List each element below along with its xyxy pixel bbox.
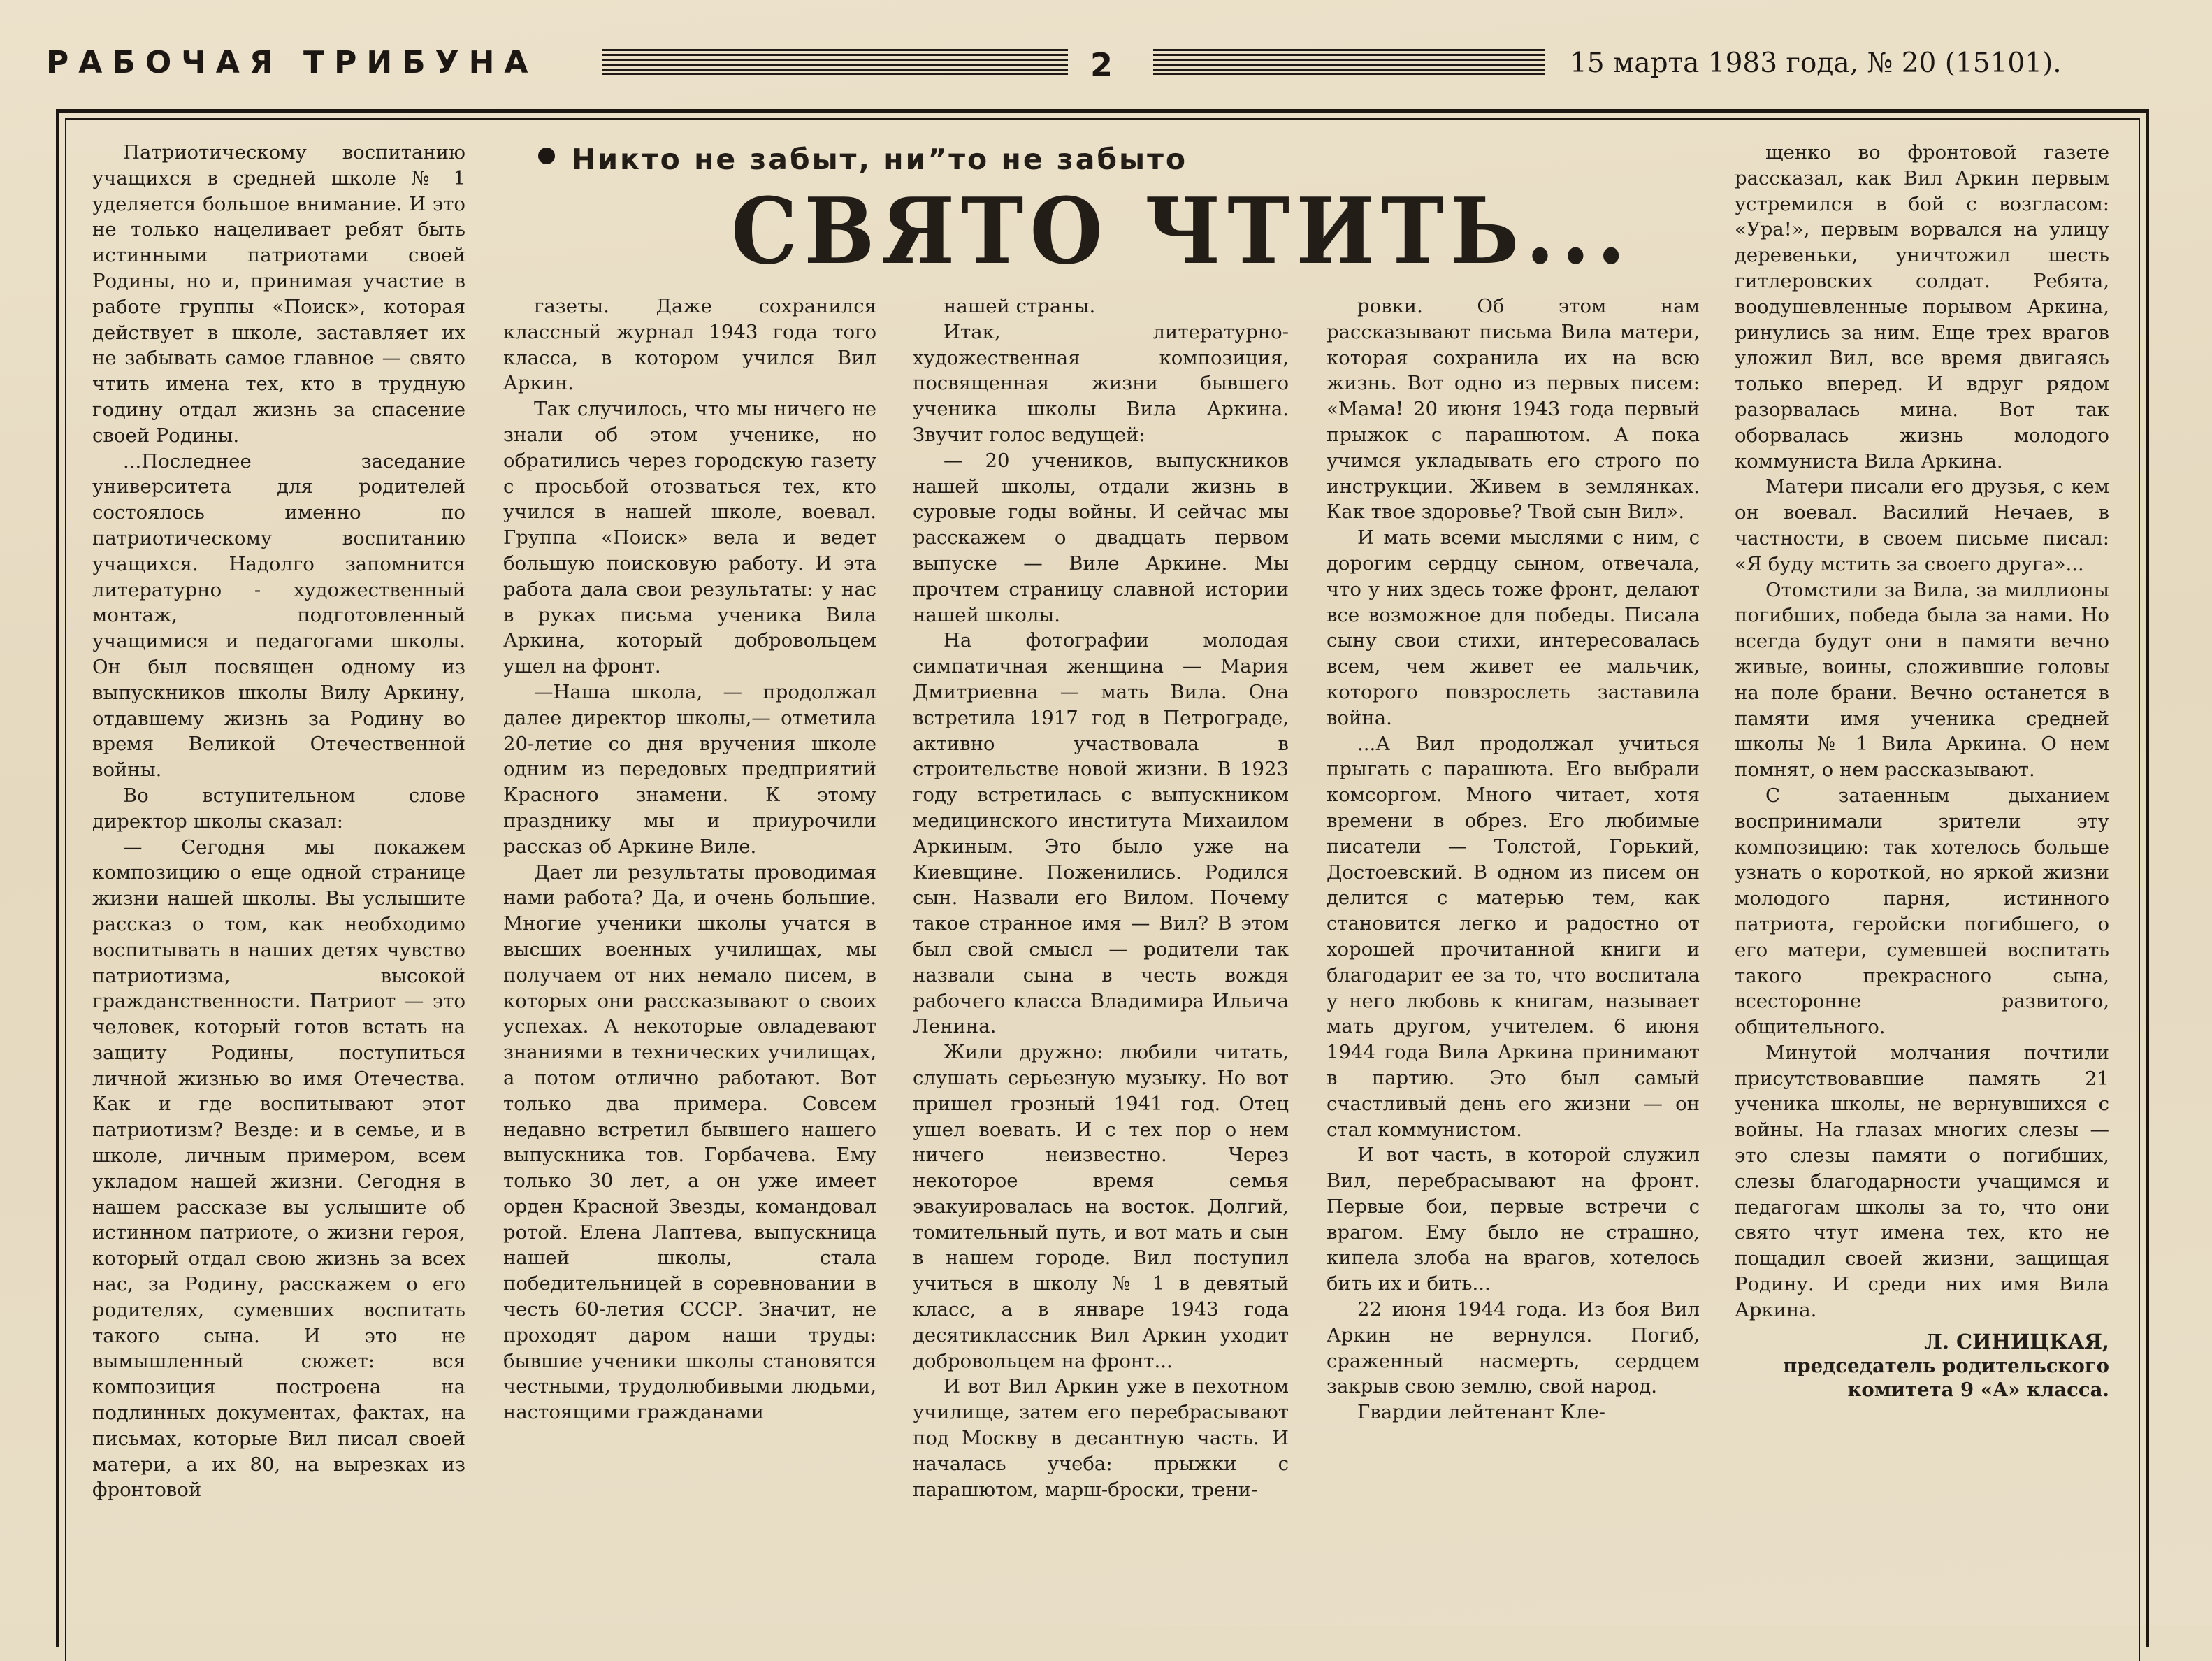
paragraph: Гвардии лейтенант Кле- bbox=[1357, 1401, 1605, 1424]
article-column-4 bbox=[1327, 294, 1700, 1425]
paragraph: щенко во фронтовой газете рассказал, как Вил Аркин первым устремился в бой с возгласом: «Ура!», первым ворвался на улицу деревеньки, уничтожил шесть гитлеровских солдат. Ребята, воодушевленные порывом Аркина, ринулись за ним. Еще трех врагов уложил Вил, все время двигаясь только вперед. И вдруг рядом разорвалась мина. Вот так оборвалась жизнь молодого коммуниста Вила Аркина. bbox=[1735, 141, 2109, 473]
masthead-rule-right bbox=[1153, 49, 1545, 77]
paragraph: Матери писали его друзья, с кем он воевал. Василий Нечаев, в частности, в своем письме писал: «Я буду мстить за своего друга»... bbox=[1735, 475, 2109, 575]
paragraph: газеты. Даже сохранился классный журнал 1943 года того класса, в котором учился Вил Аркин. bbox=[503, 295, 876, 395]
author-signature: Л. СИНИЦКАЯ, bbox=[1924, 1329, 2109, 1353]
paragraph: И вот часть, в которой служил Вил, перебрасывают на фронт. Первые бои, первые встречи с врагом. Ему было не страшно, кипела злоба на врагов, хотелось бить их и бить... bbox=[1327, 1144, 1700, 1295]
paragraph: Дает ли результаты проводимая нами работа? Да, и очень большие. Многие ученики школы учатся в высших военных училищах, мы получаем от них немало писем, в которых они рассказывают о своих успехах. А некоторые овладевают знаниями в технических училищах, а потом отлично работают. Вот только два примера. Совсем недавно встретил бывшего нашего выпускника тов. Горбачева. Ему только 30 лет, а он уже имеет орден Красной Звезды, командовал ротой. Елена Лаптева, выпускница нашей школы, стала победительницей в соревновании в честь 60-летия СССР. Значит, не проходят даром наши труды: бывшие ученики школы становятся честными, трудолюбивыми людьми, настоящими гражданами bbox=[503, 861, 876, 1424]
paragraph: Патриотическому воспитанию учащихся в средней школе № 1 уделяется большое внимание. И это не только нацеливает ребят быть истинными патриотами своей Родины, но и, принимая участие в работе группы «Поиск», которая действует в школе, заставляет их не забывать самое главное — свято чтить имена тех, кто в трудную годину отдал жизнь за спасение своей Родины. bbox=[92, 141, 465, 447]
paragraph: ...Последнее заседание университета для родителей состоялось именно по патриотическому воспитанию учащихся. Надолго запомнится литературно - художественный монтаж, подготовленный учащимися и педагогами школы. Он был посвящен одному из выпускников школы Вилу Аркину, отдавшему жизнь за Родину во время Великой Отечественной войны. bbox=[92, 450, 465, 782]
author-title: председатель родительского комитета 9 «А» класса. bbox=[1783, 1355, 2109, 1402]
article-column-3 bbox=[913, 294, 1289, 1502]
paragraph: И вот Вил Аркин уже в пехотном училище, затем его перебрасывают под Москву в десантную часть. И началась учеба: прыжки с парашютом, марш-броски, трени- bbox=[913, 1375, 1289, 1501]
paragraph: — Сегодня мы покажем композицию о еще одной странице жизни нашей школы. Вы услышите рассказ о том, как необходимо воспитывать в наших детях чувство патриотизма, высокой гражданственности. Патриот — это человек, который готов встать на защиту Родины, поступиться личной жизнью во имя Отечества. Как и где воспитывают этот патриотизм? Везде: и в семье, и в школе, личным примером, всем укладом нашей жизни. Сегодня в нашем рассказе вы услышите об истинном патриоте, о жизни героя, который отдал свою жизнь за всех нас, за Родину, расскажем о его родителях, сумевших воспитать такого сына. И это не вымышленный сюжет: вся композиция построена на подлинных документах, фактах, на письмах, которые Вил писал своей матери, а их 80, на вырезках из фронтовой bbox=[92, 835, 465, 1502]
paragraph: — 20 учеников, выпускников нашей школы, отдали жизнь в суровые годы войны. И сейчас мы расскажем о двадцать первом выпуске — Виле Аркине. Мы прочтем страницу славной истории нашей школы. bbox=[913, 449, 1289, 626]
article-column-5 bbox=[1735, 140, 2109, 1402]
paragraph: ровки. Об этом нам рассказывают письма Вила матери, которая сохранила их на всю жизнь. Вот одно из первых писем: «Мама! 20 июня 1943 года первый прыжок с парашютом. А пока учимся укладывать его строго по инструкции. Живем в землянках. Как твое здоровье? Твой сын Вил». bbox=[1327, 295, 1700, 524]
article-rubric bbox=[538, 143, 1187, 176]
paragraph: 22 июня 1944 года. Из боя Вил Аркин не вернулся. Погиб, сраженный насмерть, сердцем закрыв свою землю, свой народ. bbox=[1327, 1298, 1700, 1398]
article-headline: СВЯТО ЧТИТЬ... bbox=[731, 178, 1633, 285]
paragraph: Отомстили за Вила, за миллионы погибших, победа была за нами. Но всегда будут они в памяти вечно живые, воины, сложившие головы на поле брани. Вечно останется в памяти имя ученика средней школы № 1 Вила Аркина. О нем помнят, о нем рассказывают. bbox=[1735, 578, 2109, 782]
paragraph: Итак, литературно-художественная композиция, посвященная жизни бывшего ученика школы Вила Аркина. Звучит голос ведущей: bbox=[913, 320, 1289, 446]
paragraph: ...А Вил продолжал учиться прыгать с парашюта. Его выбрали комсоргом. Много читает, хотя времени в обрез. Его любимые писатели — Толстой, Горький, Достоевский. В одном из писем он делится с матерью тем, как становится легко и радостно от хорошей прочитанной книги и благодарит ее за то, что воспитала у него любовь к книгам, называет мать другом, учителем. 6 июня 1944 года Вила Аркина принимают в партию. Это был самый счастливый день его жизни — он стал коммунистом. bbox=[1327, 732, 1700, 1141]
paragraph: С затаенным дыханием воспринимали зрители эту композицию: так хотелось больше узнать о короткой, но яркой жизни молодого парня, истинного патриота, геройски погибшего, о его матери, сумевшей воспитать такого прекрасного сына, всесторонне развитого, общительного. bbox=[1735, 784, 2109, 1039]
page-number: 2 bbox=[1090, 46, 1113, 84]
article-column-1 bbox=[92, 140, 465, 1503]
rubric-text: Никто не забыт, ни”то не забыто bbox=[572, 143, 1188, 176]
article-column-2 bbox=[503, 294, 876, 1425]
paragraph: Минутой молчания почтили присутствовавшие память 21 ученика школы, не вернувшихся с войны. На глазах многих слезы — это слезы памяти о погибших, слезы благодарности учащимся и педагогам школы за то, что они свято чтут имена тех, кто не пощадил своей жизни, защищая Родину. И среди них имя Вила Аркина. bbox=[1735, 1041, 2109, 1321]
paragraph: Во вступительном слове директор школы сказал: bbox=[92, 784, 465, 833]
newspaper-name: РАБОЧАЯ ТРИБУНА bbox=[46, 45, 538, 80]
paragraph: Так случилось, что мы ничего не знали об этом ученике, но обратились через городскую газету с просьбой отозваться тех, кто учился в нашей школе, воевал. Группа «Поиск» вела и ведет большую поисковую работу. И эта работа дала свои результаты: у нас в руках письма ученика Вила Аркина, который добровольцем ушел на фронт. bbox=[503, 398, 876, 678]
paragraph: Жили дружно: любили читать, слушать серьезную музыку. Но вот пришел грозный 1941 год. Отец ушел воевать. И с тех пор о нем ничего неизвестно. Через некоторое время семья эвакуировалась на восток. Долгий, томительный путь, и вот мать и сын в нашем городе. Вил поступил учиться в школу № 1 в девятый класс, а в январе 1943 года десятиклассник Вил Аркин уходит добровольцем на фронт... bbox=[913, 1041, 1289, 1372]
issue-date: 15 марта 1983 года, № 20 (15101). bbox=[1570, 48, 2062, 79]
paragraph: нашей страны. bbox=[944, 295, 1096, 317]
paragraph: —Наша школа, — продолжал далее директор школы,— отметила 20-летие со дня вручения школе одним из передовых предприятий Красного знамени. К этому празднику мы и приурочили рассказ об Аркине Виле. bbox=[503, 680, 876, 858]
bullet-icon bbox=[538, 148, 555, 164]
paragraph: На фотографии молодая симпатичная женщина — Мария Дмитриевна — мать Вила. Она встретила 1917 год в Петрограде, активно участвовала в строительстве новой жизни. В 1923 году встретилась с выпускником медицинского института Михаилом Аркиным. Это было уже на Киевщине. Поженились. Родился сын. Назвали его Вилом. Почему такое странное имя — Вил? В этом был свой смысл — родители так назвали сына в честь вождя рабочего класса Владимира Ильича Ленина. bbox=[913, 629, 1289, 1038]
paragraph: И мать всеми мыслями с ним, с дорогим сердцу сыном, отвечала, что у них здесь тоже фронт, делают все возможное для победы. Писала сыну свои стихи, интересовалась всем, чем живет ее мальчик, которого повзрослеть заставила война. bbox=[1327, 526, 1700, 729]
masthead-rule-left bbox=[602, 49, 1068, 77]
